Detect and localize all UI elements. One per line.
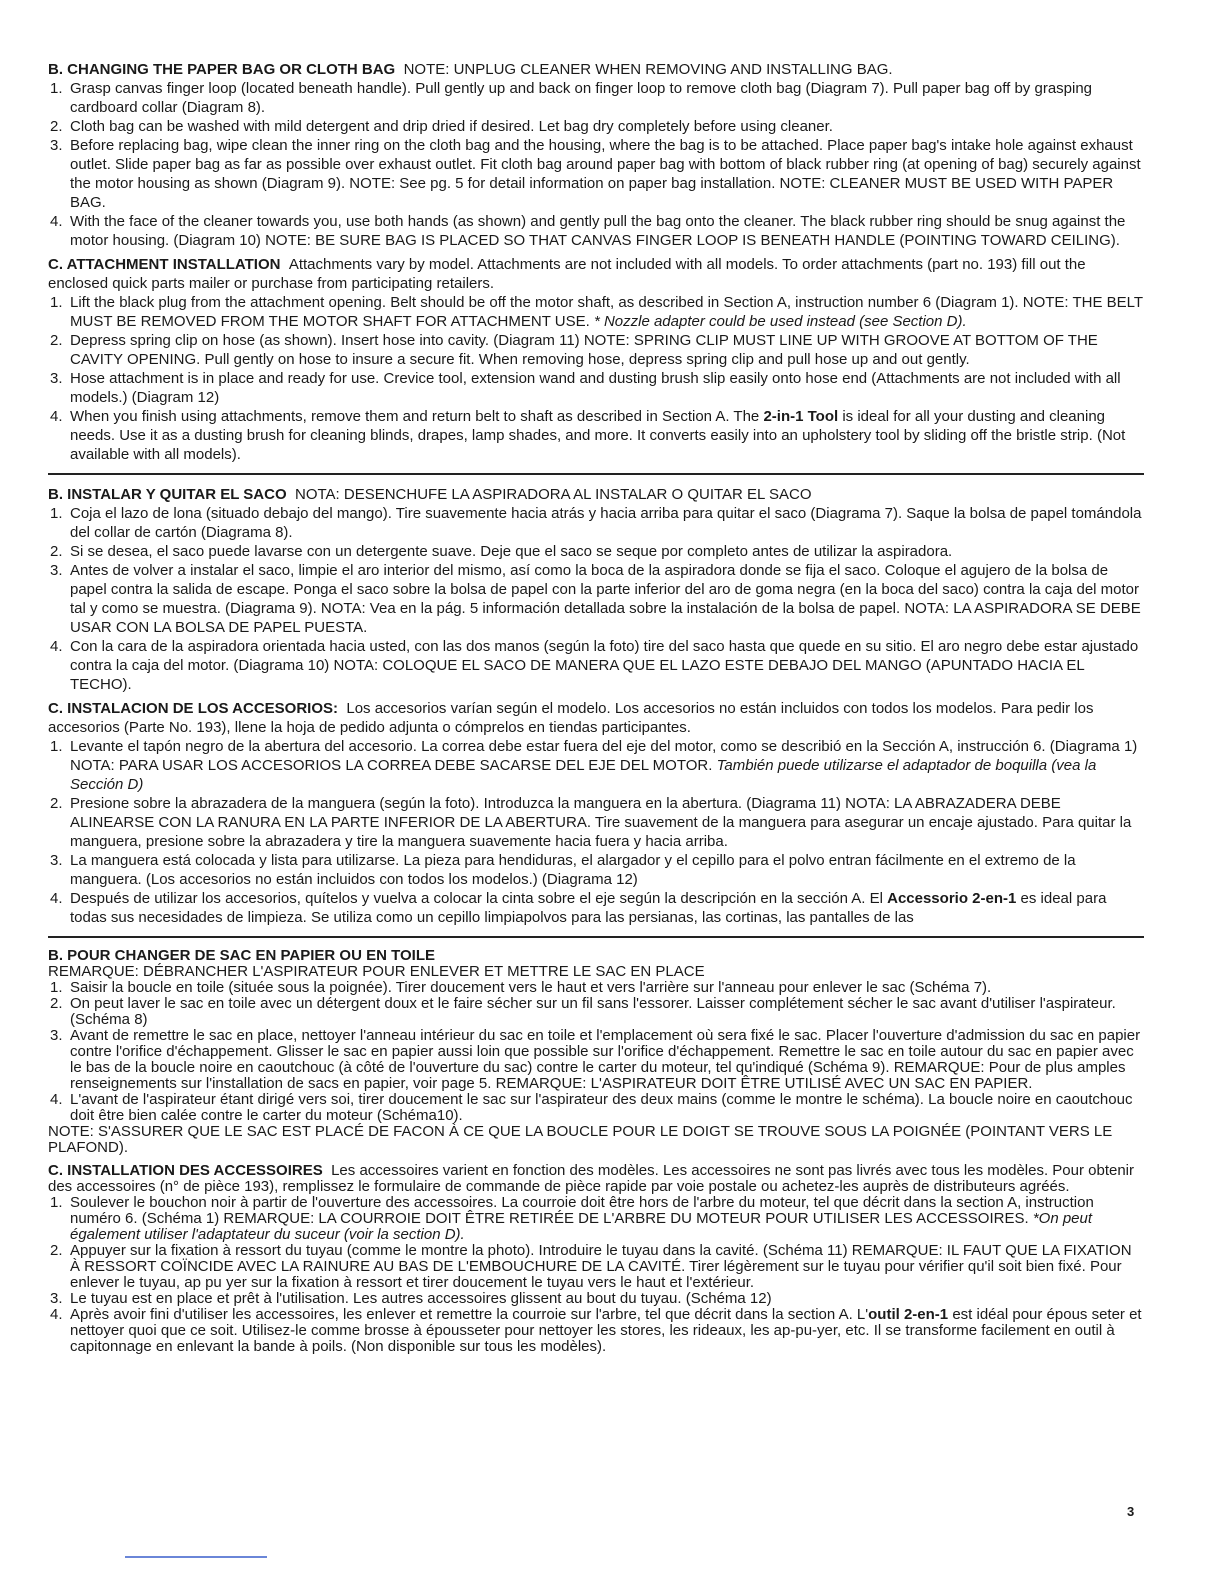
list-item: 4. Con la cara de la aspiradora orientada hacia usted, con las dos manos (según la foto) tire del saco hasta que quede en su sitio. El aro negro debe estar ajustado contra la caja del motor. (Diagrama 10) NOTA: COLOQUE EL SACO DE MANERA QUE EL LAZO ESTE DEBAJO DEL MANGO (APUNTADO HACIA EL TECHO).	[50, 638, 1139, 693]
en-attachment-list	[48, 293, 1144, 464]
list-item: 1. Coja el lazo de lona (situado debajo del mango). Tire suavemente hacia atrás y hacia arriba para quitar el saco (Diagrama 7). Saque la bolsa de papel tomándola del collar de cartón (Diagrama 8).	[50, 505, 1142, 541]
list-item: 4. Après avoir fini d'utiliser les accessoires, les enlever et remettre la courroie sur l'arbre, tel que décrit dans la section A. L'outil 2-en-1 est idéal pour épous seter et nettoyer quoi que ce soit. Utilisez-le comme brosse à épousseter pour nettoyer les stores, les rideaux, les ap-pu-yer, etc. Il se transforme facilement en outil à capitonnage en enlevant la bande à poils. (Non disponible sur tous les modèles).	[50, 1306, 1142, 1355]
es-attachment-heading: C. INSTALACION DE LOS ACCESORIOS: Los accesorios varían según el modelo. Los accesorios no están incluidos con todos los modelos. Para pedir los accesorios (Parte No. 193), llene la hoja de pedido adjunta o cómprelos en tiendas participantes.	[48, 700, 1094, 736]
list-item: 1. Grasp canvas finger loop (located beneath handle). Pull gently up and back on finger loop to remove cloth bag (Diagram 7). Pull paper bag off by grasping cardboard collar (Diagram 8).	[50, 80, 1093, 116]
list-item: 1. Soulever le bouchon noir à partir de l'ouverture des accessoires. La courroie doit être hors de l'arbre du moteur, tel que décrit dans la section A, instruction numéro 6. (Schéma 1) REMARQUE: LA COURROIE DOIT ÊTRE RETIRÉE DE L'ARBRE DU MOTEUR POUR UTILISER LES ACCESSOIRES. *On peut également utiliser l'adaptateur du suceur (voir la section D).	[50, 1194, 1094, 1243]
list-item: 2. Presione sobre la abrazadera de la manguera (según la foto). Introduzca la manguera en la abertura. (Diagrama 11) NOTA: LA ABRAZADERA DEBE ALINEARSE CON LA RANURA EN LA PARTE INFERIOR DE LA ABERTURA. Tire suavement de la manguera para asegurar un encaje ajustado. Para quitar la manguera, presione sobre la abrazadera y tire la manguera suavemente hacia fuera y hacia arriba.	[50, 795, 1132, 850]
spanish-section	[48, 485, 1144, 927]
section-divider	[48, 936, 1144, 938]
fr-attachment-heading: C. INSTALLATION DES ACCESSOIRES Les accessoires varient en fonction des modèles. Les accessoires ne sont pas livrés avec tous les modèles. Pour obtenir des accessoires (n° de pièce 193), remplissez le formulaire de commande de pièce rapide par voie postale ou achetez-les auprès de distributeurs agréés.	[48, 1162, 1135, 1195]
french-section	[48, 948, 1144, 1355]
fr-bag-footnote: NOTE: S'ASSURER QUE LE SAC EST PLACÉ DE FACON À CE QUE LA BOUCLE POUR LE DOIGT SE TROUVE SOUS LA POIGNÉE (POINTANT VERS LE PLAFOND).	[48, 1123, 1113, 1156]
list-item: 2. Depress spring clip on hose (as shown). Insert hose into cavity. (Diagram 11) NOTE: SPRING CLIP MUST LINE UP WITH GROOVE AT BOTTOM OF THE CAVITY OPENING. Pull gently on hose to insure a secure fit. When removing hose, depress spring clip and pull hose up and out gently.	[50, 332, 1098, 368]
manual-page	[48, 60, 1144, 1358]
list-item: 4. L'avant de l'aspirateur étant dirigé vers soi, tirer doucement le sac sur l'aspirateur des deux mains (comme le montre le schéma). La boucle noire en caoutchouc doit être bien calée contre le carter du moteur (Schéma10).	[50, 1091, 1133, 1124]
es-bag-list	[48, 504, 1144, 694]
list-item: 1. Levante el tapón negro de la abertura del accesorio. La correa debe estar fuera del eje del motor, como se describió en la Sección A, instrucción 6. (Diagrama 1) NOTA: PARA USAR LOS ACCESORIOS LA CORREA DEBE SACARSE DEL EJE DEL MOTOR. También puede utilizarse el adaptador de boquilla (vea la Sección D)	[50, 738, 1138, 793]
fr-bag-note: REMARQUE: DÉBRANCHER L'ASPIRATEUR POUR ENLEVER ET METTRE LE SAC EN PLACE	[48, 963, 705, 980]
en-bag-list	[48, 79, 1144, 250]
page-number: 3	[1127, 1504, 1135, 1519]
list-item: 2. Si se desea, el saco puede lavarse con un detergente suave. Deje que el saco se seque por completo antes de utilizar la aspiradora.	[50, 543, 953, 560]
en-attachment-heading: C. ATTACHMENT INSTALLATION Attachments vary by model. Attachments are not included with all models. To order attachments (part no. 193) fill out the enclosed quick parts mailer or purchase from participating retailers.	[48, 256, 1086, 292]
fr-bag-list	[48, 980, 1144, 1124]
list-item: 3. Before replacing bag, wipe clean the inner ring on the cloth bag and the housing, where the bag is to be attached. Place paper bag's intake hole against exhaust outlet. Slide paper bag as far as possible over exhaust outlet. Fit cloth bag around paper bag with bottom of black rubber ring (at opening of bag) securely against the motor housing as shown (Diagram 9). NOTE: See pg. 5 for detail information on paper bag installation. NOTE: CLEANER MUST BE USED WITH PAPER BAG.	[50, 137, 1141, 211]
list-item: 4. Después de utilizar los accesorios, quítelos y vuelva a colocar la cinta sobre el eje según la descripción en la sección A. El Accessorio 2-en-1 es ideal para todas sus necesidades de limpieza. Se utiliza como un cepillo limpiapolvos para las persianas, las cortinas, las pantalles de las	[50, 890, 1107, 926]
list-item: 2. Cloth bag can be washed with mild detergent and drip dried if desired. Let bag dry completely before using cleaner.	[50, 118, 833, 135]
list-item: 2. On peut laver le sac en toile avec un détergent doux et le faire sécher sur un fil sans l'essorer. Laisser complétement sécher le sac avant d'utiliser l'aspirateur. (Schéma 8)	[50, 995, 1116, 1028]
list-item: 1. Saisir la boucle en toile (située sous la poignée). Tirer doucement vers le haut et vers l'arrière sur l'anneau pour enlever le sac (Schéma 7).	[50, 979, 992, 996]
scan-mark	[125, 1556, 267, 1558]
en-bag-heading: B. CHANGING THE PAPER BAG OR CLOTH BAG NOTE: UNPLUG CLEANER WHEN REMOVING AND INSTALLING BAG.	[48, 61, 893, 78]
list-item: 3. Le tuyau est en place et prêt à l'utilisation. Les autres accessoires glissent au bout du tuyau. (Schéma 12)	[50, 1290, 772, 1307]
es-attachment-list	[48, 737, 1144, 927]
list-item: 1. Lift the black plug from the attachment opening. Belt should be off the motor shaft, as described in Section A, instruction number 6 (Diagram 1). NOTE: THE BELT MUST BE REMOVED FROM THE MOTOR SHAFT FOR ATTACHMENT USE. * Nozzle adapter could be used instead (see Section D).	[50, 294, 1143, 330]
list-item: 4. With the face of the cleaner towards you, use both hands (as shown) and gently pull the bag onto the cleaner. The black rubber ring should be snug against the motor housing. (Diagram 10) NOTE: BE SURE BAG IS PLACED SO THAT CANVAS FINGER LOOP IS BENEATH HANDLE (POINTING TOWARD CEILING).	[50, 213, 1126, 249]
fr-bag-heading: B. POUR CHANGER DE SAC EN PAPIER OU EN TOILE	[48, 947, 435, 964]
english-section	[48, 60, 1144, 464]
list-item: 3. Antes de volver a instalar el saco, limpie el aro interior del mismo, así como la boca de la aspiradora donde se fija el saco. Coloque el agujero de la bolsa de papel contra la salida de escape. Ponga el saco sobre la bolsa de papel con la parte inferior del aro de goma negra (en la boca del saco) contra la caja del motor tal y como se muestra. (Diagrama 9). NOTA: Vea en la pág. 5 información detallada sobre la instalación de la bolsa de papel. NOTA: LA ASPIRADORA SE DEBE USAR CON LA BOLSA DE PAPEL PUESTA.	[50, 562, 1141, 636]
list-item: 3. La manguera está colocada y lista para utilizarse. La pieza para hendiduras, el alargador y el cepillo para el polvo entran fácilmente en el extremo de la manguera. (Los accesorios no están incluidos con todos los modelos.) (Diagrama 12)	[50, 852, 1076, 888]
fr-attachment-list	[48, 1195, 1144, 1355]
list-item: 3. Avant de remettre le sac en place, nettoyer l'anneau intérieur du sac en toile et l'emplacement où sera fixé le sac. Placer l'ouverture d'admission du sac en papier contre l'orifice d'échappement. Glisser le sac en papier aussi loin que possible sur l'orifice d'échappement. Remettre le sac en toile autour du sac en papier avec le bas de la boucle noire en caoutchouc (à côté de l'ouverture du sac) contre le carter du moteur, tel qu'indiqué (Schéma 9). REMARQUE: Pour de plus amples renseignements sur l'installation de sacs en papier, voir page 5. REMARQUE: L'ASPIRATEUR DOIT ÊTRE UTILISÉ AVEC UN SAC EN PAPIER.	[50, 1027, 1141, 1092]
es-bag-heading: B. INSTALAR Y QUITAR EL SACO NOTA: DESENCHUFE LA ASPIRADORA AL INSTALAR O QUITAR EL SACO	[48, 486, 812, 503]
section-divider	[48, 473, 1144, 475]
list-item: 4. When you finish using attachments, remove them and return belt to shaft as described in Section A. The 2-in-1 Tool is ideal for all your dusting and cleaning needs. Use it as a dusting brush for cleaning blinds, drapes, lamp shades, and more. It converts easily into an upholstery tool by sliding off the bristle strip. (Not available with all models).	[50, 408, 1126, 463]
list-item: 2. Appuyer sur la fixation à ressort du tuyau (comme le montre la photo). Introduire le tuyau dans la cavité. (Schéma 11) REMARQUE: IL FAUT QUE LA FIXATION À RESSORT COÏNCIDE AVEC LA RAINURE AU BAS DE L'EMBOUCHURE DE LA CAVITÉ. Tirer légèrement sur le tuyau pour vérifier qu'il soit bien fixé. Pour enlever le tuyau, ap pu yer sur la fixation à ressort et tirer doucement le tuyau vers le haut et l'extérieur.	[50, 1242, 1132, 1291]
list-item: 3. Hose attachment is in place and ready for use. Crevice tool, extension wand and dusting brush slip easily onto hose end (Attachments are not included with all models.) (Diagram 12)	[50, 370, 1121, 406]
